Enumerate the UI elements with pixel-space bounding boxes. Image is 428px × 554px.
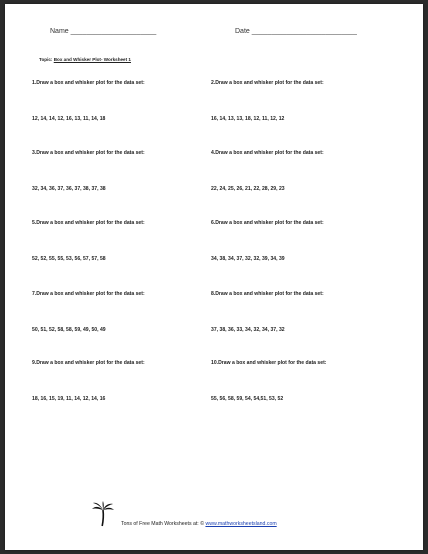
problem-prompt: 3.Draw a box and whisker plot for the data set:	[32, 150, 145, 156]
problem-prompt: 2.Draw a box and whisker plot for the data set:	[211, 80, 324, 86]
name-field: Name ______________________	[50, 28, 157, 35]
footer-website-link[interactable]: www.mathworksheetsland.com	[205, 521, 277, 527]
problem-1	[32, 80, 207, 122]
problem-5	[32, 220, 207, 262]
problem-prompt: 9.Draw a box and whisker plot for the data set:	[32, 360, 145, 366]
problem-6	[211, 220, 386, 262]
topic-prefix: Topic:	[39, 57, 54, 62]
problem-data-set: 50, 51, 52, 58, 58, 59, 49, 50, 49	[32, 327, 106, 333]
footer-text: Tons of Free Math Worksheets at: ©	[121, 521, 206, 527]
problem-prompt: 5.Draw a box and whisker plot for the data set:	[32, 220, 145, 226]
problem-prompt: 1.Draw a box and whisker plot for the data set:	[32, 80, 145, 86]
problem-prompt: 8.Draw a box and whisker plot for the data set:	[211, 291, 324, 297]
date-field: Date ___________________________	[235, 28, 357, 35]
problem-data-set: 12, 14, 14, 12, 16, 13, 11, 14, 18	[32, 116, 106, 122]
problem-10	[211, 360, 386, 402]
problem-data-set: 34, 38, 34, 37, 32, 32, 39, 34, 39	[211, 256, 285, 262]
problem-data-set: 52, 52, 55, 55, 53, 56, 57, 57, 58	[32, 256, 106, 262]
worksheet-page	[5, 4, 423, 550]
problem-prompt: 6.Draw a box and whisker plot for the data set:	[211, 220, 324, 226]
problem-4	[211, 150, 386, 192]
problem-9	[32, 360, 207, 402]
problem-prompt: 4.Draw a box and whisker plot for the data set:	[211, 150, 324, 156]
worksheet-topic	[39, 57, 131, 62]
problem-prompt: 10.Draw a box and whisker plot for the data set:	[211, 360, 327, 366]
problem-3	[32, 150, 207, 192]
problem-data-set: 37, 38, 36, 33, 34, 32, 34, 37, 32	[211, 327, 285, 333]
problem-data-set: 32, 34, 36, 37, 36, 37, 38, 37, 38	[32, 186, 106, 192]
problem-2	[211, 80, 386, 122]
problem-8	[211, 291, 386, 333]
problem-data-set: 16, 14, 13, 13, 18, 12, 11, 12, 12	[211, 116, 285, 122]
topic-title: Box and Whisker Plot- Worksheet 1	[53, 57, 131, 62]
problem-7	[32, 291, 207, 333]
problem-data-set: 55, 56, 58, 59, 54, 54,51, 53, 52	[211, 396, 284, 402]
palm-tree-icon	[91, 501, 115, 527]
problem-data-set: 22, 24, 25, 26, 21, 22, 28, 29, 23	[211, 186, 285, 192]
problem-data-set: 18, 16, 15, 19, 11, 14, 12, 14, 16	[32, 396, 106, 402]
problem-prompt: 7.Draw a box and whisker plot for the data set:	[32, 291, 145, 297]
footer-credit	[121, 521, 277, 527]
